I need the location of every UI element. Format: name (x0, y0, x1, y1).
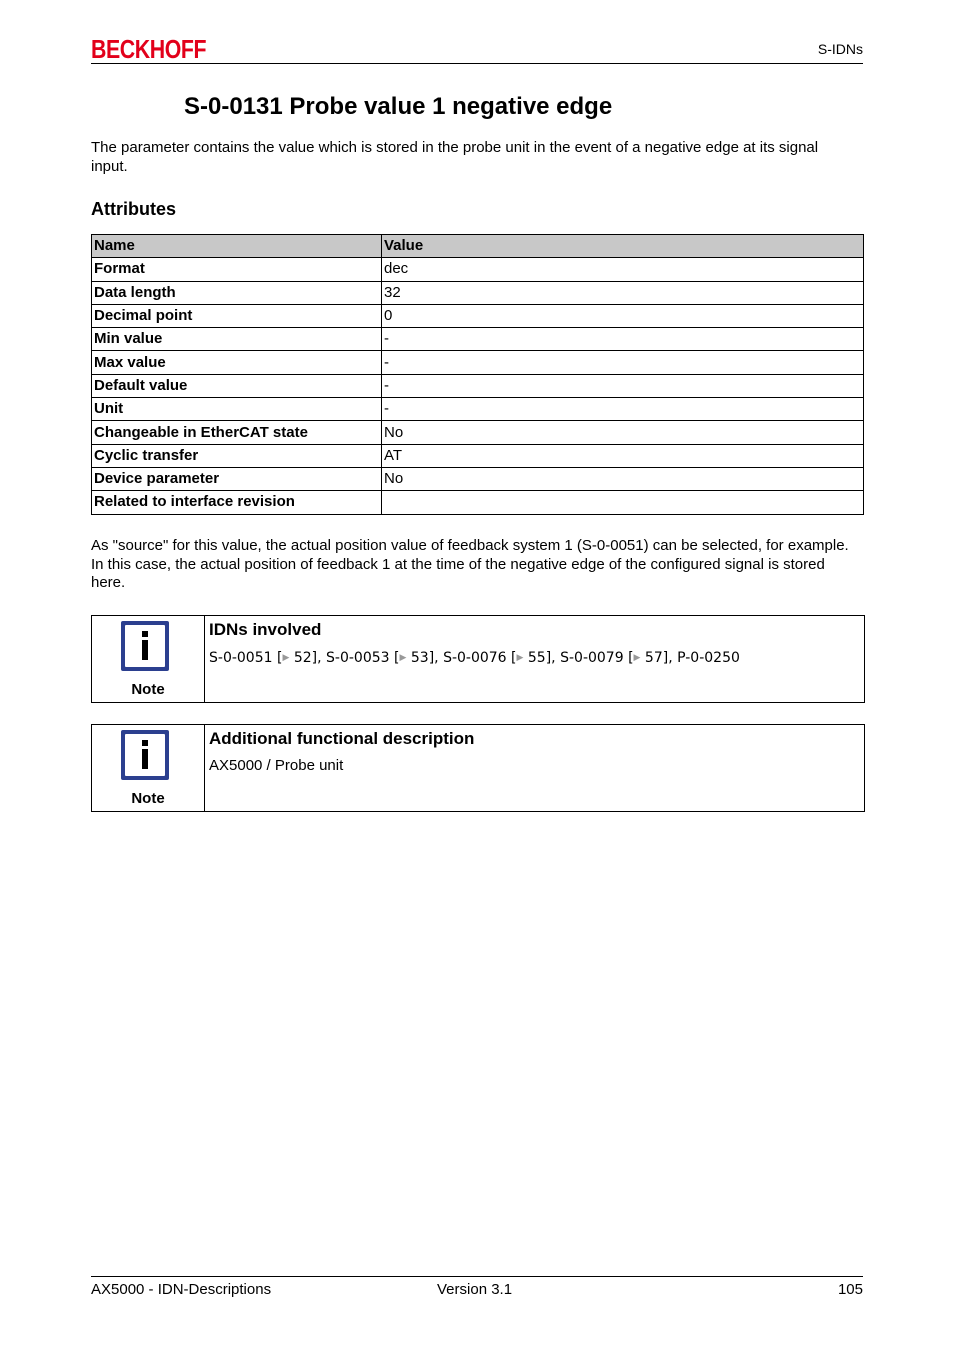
note-title: Additional functional description (209, 729, 475, 748)
note-text: AX5000 / Probe unit (209, 757, 344, 774)
note-icon-column (92, 725, 205, 811)
page-reference[interactable]: 52 (293, 650, 312, 666)
footer-divider (91, 1276, 863, 1277)
page-ref-arrow-icon: ▶ (516, 653, 524, 663)
footer-version: Version 3.1 (437, 1281, 513, 1298)
note-box-additional-description (91, 724, 865, 812)
intro-paragraph: The parameter contains the value which is stored in the probe unit in the event of a negative edge at its signal input. (91, 139, 819, 175)
attribute-value: - (382, 398, 864, 421)
attribute-name: Max value (92, 351, 382, 374)
column-header-value: Value (382, 235, 864, 258)
table-row (92, 444, 864, 467)
note-title: IDNs involved (209, 620, 322, 639)
idn-link[interactable]: S-0-0051 (209, 650, 273, 666)
attribute-value: AT (382, 444, 864, 467)
attribute-name: Min value (92, 328, 382, 351)
attribute-name: Default value (92, 374, 382, 397)
attribute-name: Unit (92, 398, 382, 421)
page-reference[interactable]: 55 (527, 650, 546, 666)
attribute-name: Decimal point (92, 304, 382, 327)
table-row (92, 351, 864, 374)
header-section-label: S-IDNs (817, 41, 863, 57)
attribute-name: Format (92, 258, 382, 281)
attribute-name: Data length (92, 281, 382, 304)
page-reference[interactable]: 53 (410, 650, 429, 666)
attribute-value (382, 491, 864, 514)
column-header-name: Name (92, 235, 382, 258)
page-ref-arrow-icon: ▶ (282, 653, 290, 663)
attribute-name: Cyclic transfer (92, 444, 382, 467)
attribute-value: 0 (382, 304, 864, 327)
attributes-table (91, 234, 864, 515)
attribute-name: Changeable in EtherCAT state (92, 421, 382, 444)
idn-link[interactable]: S-0-0079 (560, 650, 624, 666)
attribute-value: - (382, 328, 864, 351)
idn-link[interactable]: S-0-0053 (326, 650, 390, 666)
attribute-value: 32 (382, 281, 864, 304)
table-row (92, 281, 864, 304)
attribute-value: No (382, 421, 864, 444)
beckhoff-logo: BECKHOFF (91, 34, 207, 64)
table-row (92, 398, 864, 421)
attributes-heading: Attributes (91, 199, 176, 219)
header-divider (91, 63, 863, 64)
attribute-value: - (382, 374, 864, 397)
table-header-row (92, 235, 864, 258)
note-icon-column (92, 616, 205, 702)
idn-references: S-0-0051 [▶ 52], S-0-0053 [▶ 53], S-0-0076 [▶ 55], S-0-0079 [▶ 57], P-0-0250 (209, 650, 740, 666)
note-box-idns-involved (91, 615, 865, 703)
table-row (92, 258, 864, 281)
table-row (92, 374, 864, 397)
idn-link[interactable]: S-0-0076 (443, 650, 507, 666)
footer-document-title: AX5000 - IDN-Descriptions (91, 1281, 272, 1298)
info-icon (121, 730, 169, 780)
footer-page-number: 105 (837, 1281, 863, 1298)
attribute-value: dec (382, 258, 864, 281)
attribute-value: - (382, 351, 864, 374)
note-label: Note (131, 681, 165, 698)
page-ref-arrow-icon: ▶ (399, 653, 407, 663)
table-row (92, 328, 864, 351)
idn-reference-last: P-0-0250 (677, 650, 740, 666)
page-title: S-0-0131 Probe value 1 negative edge (184, 93, 613, 120)
attribute-name: Device parameter (92, 467, 382, 490)
table-row (92, 467, 864, 490)
page-reference[interactable]: 57 (644, 650, 663, 666)
info-icon (121, 621, 169, 671)
attribute-value: No (382, 467, 864, 490)
page-ref-arrow-icon: ▶ (633, 653, 641, 663)
source-paragraph: As "source" for this value, the actual position value of feedback system 1 (S-0-0051) can be selected, for example. In this case, the actual position of feedback 1 at the time of the negative edge of the configured signal is stored here. (91, 537, 849, 591)
table-row (92, 491, 864, 514)
attribute-name: Related to interface revision (92, 491, 382, 514)
note-label: Note (131, 790, 165, 807)
table-row (92, 421, 864, 444)
table-row (92, 304, 864, 327)
